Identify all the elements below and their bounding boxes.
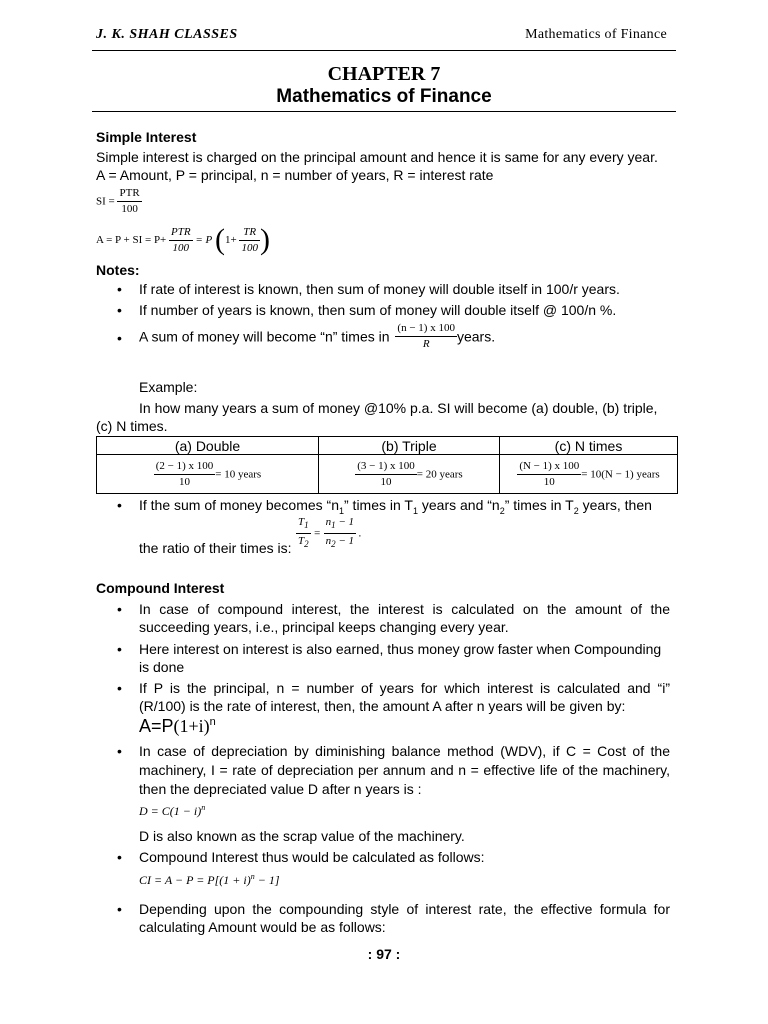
si-formula-lhs: SI = xyxy=(96,195,115,208)
depreciation-formula: $D = C(1 - i)^n$ xyxy=(139,803,206,818)
simple-interest-heading: Simple Interest xyxy=(96,129,197,145)
table-cell: $\frac{(N - 1) x 100}{10}$ = 10(N − 1) years xyxy=(500,455,678,494)
ci-bullet-1-line1: In case of compound interest, the interest is calculated on the amount of the xyxy=(139,601,670,617)
amount-formula-den1: 100 xyxy=(172,241,190,254)
bullet-dot: • xyxy=(117,849,122,865)
ci-bullet-1-line2: succeeding years, i.e., principal keeps changing every year. xyxy=(139,619,509,635)
amount-formula: A = P + SI = P+ $\frac{\text{PTR}}{100}$ = P (1+ $\frac{TR}{100}$ ) xyxy=(96,223,270,256)
bullet-dot: • xyxy=(117,497,122,513)
table-header-double: (a) Double xyxy=(97,437,319,455)
example-line2: (c) N times. xyxy=(96,418,168,434)
bullet-dot: • xyxy=(117,281,122,297)
table-cell: $\frac{(2 - 1) x 100}{10}$ = 10 years xyxy=(97,455,319,494)
scrap-value-line: D is also known as the scrap value of the machinery. xyxy=(139,828,465,844)
ci-bullet-5: Compound Interest thus would be calculated as follows: xyxy=(139,849,485,865)
table-header-n-times: (c) N times xyxy=(500,437,678,455)
ci-bullet-3-line2: (R/100) is the rate of interest, then, the amount A after n years will be given by: xyxy=(139,698,626,714)
example-label: Example: xyxy=(139,379,198,395)
table-header-triple: (b) Triple xyxy=(319,437,500,455)
header-left: J. K. SHAH CLASSES xyxy=(96,27,238,42)
notes-bullet-2: If number of years is known, then sum of money will double itself @ 100/n %. xyxy=(139,302,617,318)
notes-bullet-3 xyxy=(139,322,495,351)
si-formula-numerator: PTR xyxy=(117,187,141,202)
chapter-title: Mathematics of Finance xyxy=(276,86,492,107)
notes-bullet-1: If rate of interest is known, then sum of money will double itself in 100/r years. xyxy=(139,281,620,297)
header-rule xyxy=(92,50,676,51)
bullet-dot: • xyxy=(117,680,122,696)
amount-formula-lhs: A = P + SI = P+ xyxy=(96,234,167,246)
example-line1: In how many years a sum of money @10% p.a. SI will become (a) double, (b) triple, xyxy=(139,400,658,416)
header-right: Mathematics of Finance xyxy=(525,27,667,42)
si-formula xyxy=(96,187,142,216)
ci-bullet-2-line2: is done xyxy=(139,659,185,675)
ci-bullet-2-line1: Here interest on interest is also earned, thus money grow faster when Compounding xyxy=(139,641,662,657)
ci-bullet-3-line1: If P is the principal, n = number of years for which interest is calculated and “i” xyxy=(139,680,670,696)
amount-formula-mid: = P xyxy=(195,234,213,246)
bullet-dot: • xyxy=(117,901,122,917)
si-formula-denominator: 100 xyxy=(121,203,138,215)
ci-formula: CI = $A - P = P[(1 + i)^n - 1]$ xyxy=(139,872,280,887)
table-cell: $\frac{(3 - 1) x 100}{10}$ = 20 years xyxy=(319,455,500,494)
notes-bullet-3-post: years. xyxy=(456,328,496,345)
notes-bullet-3-pre: A sum of money will become “n” times in xyxy=(139,328,390,345)
amount-formula-num1: PTR xyxy=(169,226,193,241)
amount-formula-den2: 100 xyxy=(241,241,258,254)
simple-interest-line1: Simple interest is charged on the principal amount and hence it is same for any every year. xyxy=(96,149,658,165)
ci-bullet-4-line2: machinery, I = rate of depreciation per annum and n = effective life of the machinery, xyxy=(139,762,670,778)
ci-bullet-6-line2: calculating Amount would be as follows: xyxy=(139,919,386,935)
ci-bullet-4-line1: In case of depreciation by diminishing balance method (WDV), if C = Cost of the xyxy=(139,743,670,759)
simple-interest-line2: A = Amount, P = principal, n = number of years, R = interest rate xyxy=(96,167,494,183)
ci-bullet-6-line1: Depending upon the compounding style of interest rate, the effective formula for xyxy=(139,901,670,917)
bullet-dot: • xyxy=(117,641,122,657)
amount-formula-num2: TR xyxy=(239,226,260,241)
ci-bullet-4-line3: then the depreciated value D after n years is : xyxy=(139,781,422,797)
compound-interest-heading: Compound Interest xyxy=(96,580,225,596)
bullet-dot: • xyxy=(117,743,122,759)
bullet-dot: • xyxy=(117,302,122,318)
bullet-dot: • xyxy=(117,330,122,346)
chapter-number: CHAPTER 7 xyxy=(327,63,441,85)
notes-bullet-3-den: R xyxy=(422,338,430,350)
notes-heading: Notes: xyxy=(96,262,140,278)
amount-compound-formula: $A=P(1+i)^n$ xyxy=(139,716,216,736)
title-rule xyxy=(92,111,676,112)
ratio-formula-end: . xyxy=(358,527,362,540)
bullet-dot: • xyxy=(117,601,122,617)
ratio-text: the ratio of their times is: xyxy=(139,540,292,556)
ratio-formula: $\frac{T_1}{T_2}$ = $\frac{n_1 - 1}{n_2 - 1}$ . xyxy=(298,516,362,550)
amount-formula-one: 1+ xyxy=(224,234,237,246)
page-number: : 97 : xyxy=(367,946,401,962)
example-table xyxy=(96,436,678,494)
notes-bullet-4: If the sum of money becomes “$n_1$” times in $T_1$ years and “$n_2$” times in $T_2$ years, then xyxy=(139,497,652,516)
notes-bullet-3-num: (n − 1) x 100 xyxy=(395,322,457,337)
